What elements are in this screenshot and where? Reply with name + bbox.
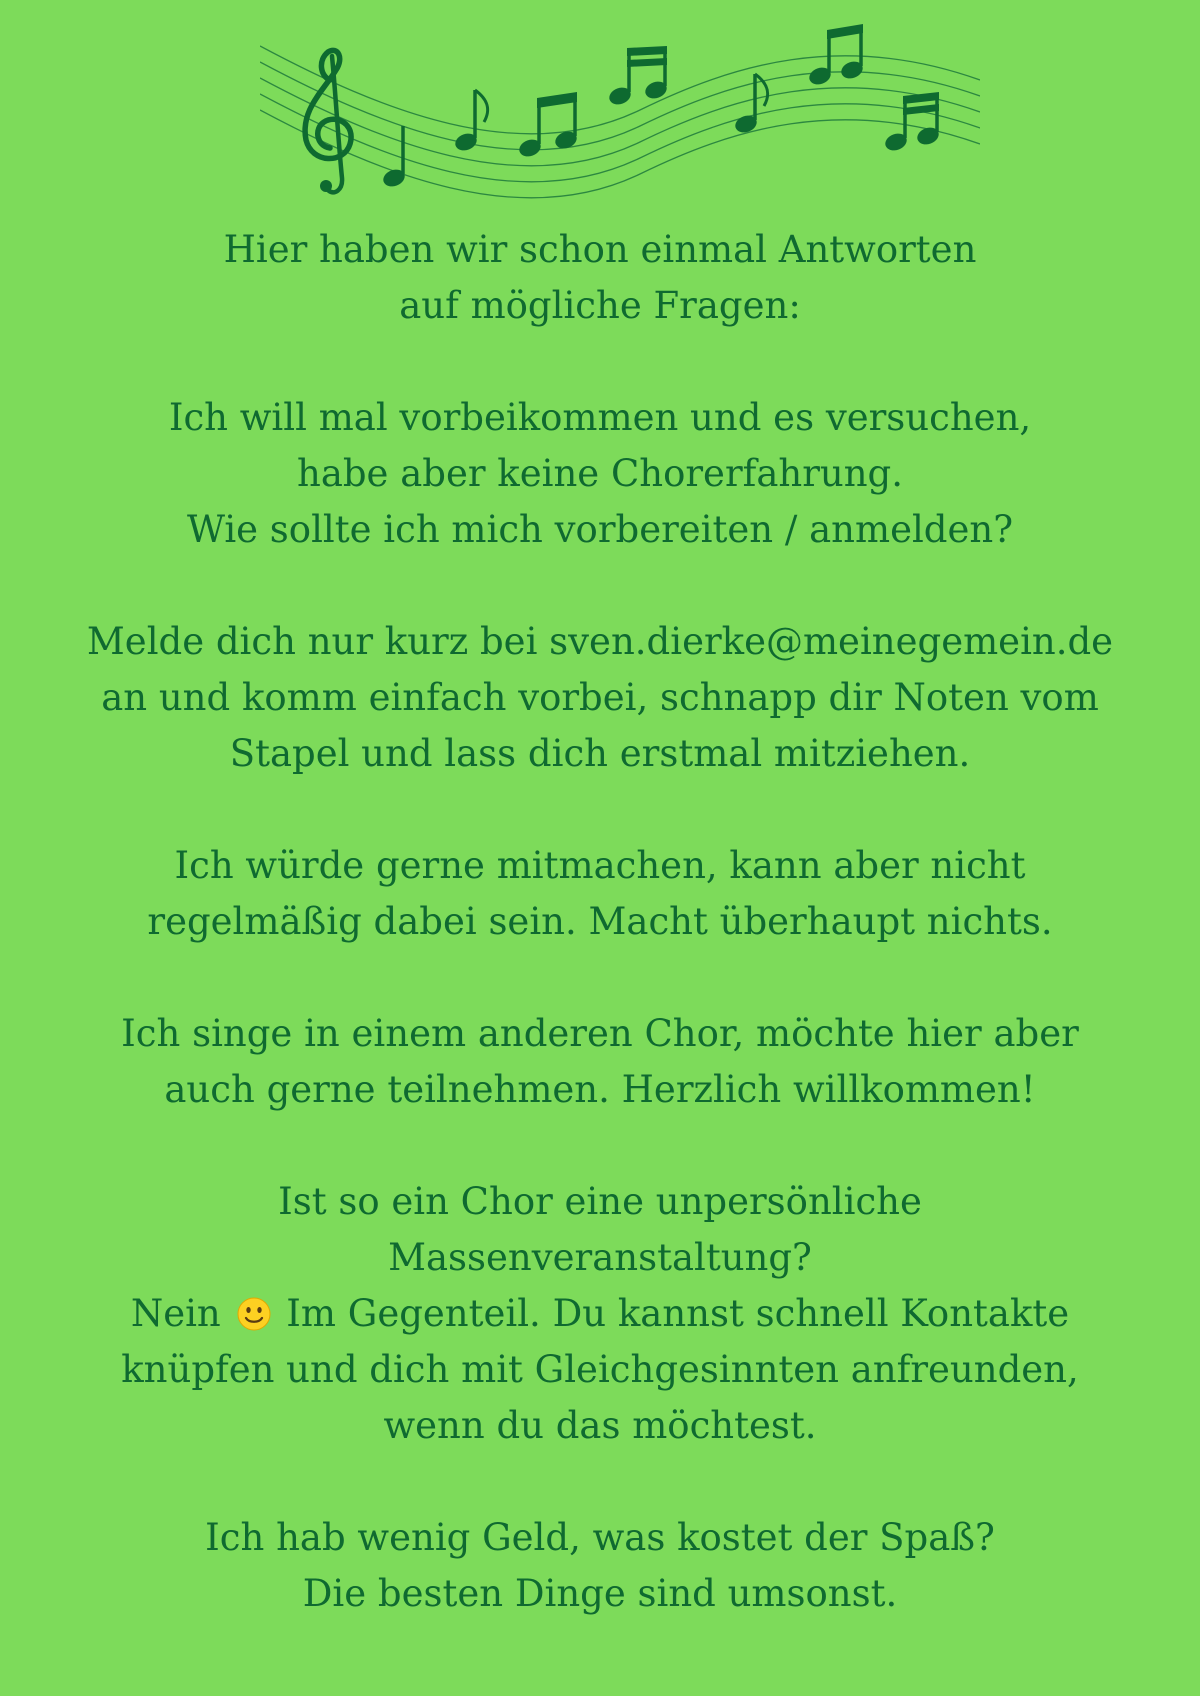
answer-no: Nein	[130, 1292, 221, 1335]
faq-line-with-emoji	[40, 1286, 1160, 1342]
faq-item-regularity	[40, 838, 1160, 950]
intro-line: auf mögliche Fragen:	[399, 284, 801, 327]
question-line: Wie sollte ich mich vorbereiten / anmelden?	[186, 508, 1014, 551]
faq-item-preparation-answer	[40, 614, 1160, 782]
intro-heading	[40, 222, 1160, 334]
faq-item-cost	[40, 1510, 1160, 1622]
answer-line: an und komm einfach vorbei, schnapp dir Noten vom	[101, 676, 1099, 719]
intro-line: Hier haben wir schon einmal Antworten	[223, 228, 977, 271]
faq-line: wenn du das möchtest.	[383, 1404, 817, 1447]
faq-line: Ich hab wenig Geld, was kostet der Spaß?	[205, 1516, 995, 1559]
faq-line: auch gerne teilnehmen. Herzlich willkommen!	[164, 1068, 1036, 1111]
answer-continuation: Im Gegenteil. Du kannst schnell Kontakte	[286, 1292, 1070, 1335]
question-line: habe aber keine Chorerfahrung.	[296, 452, 904, 495]
faq-item-other-choir	[40, 1006, 1160, 1118]
faq-item-preparation-question	[40, 390, 1160, 558]
answer-line: Stapel und lass dich erstmal mitziehen.	[229, 732, 971, 775]
music-notes-staff-icon	[260, 18, 980, 203]
faq-line: regelmäßig dabei sein. Macht überhaupt nichts.	[147, 900, 1053, 943]
faq-line: Die besten Dinge sind umsonst.	[302, 1572, 898, 1615]
question-line: Ich will mal vorbeikommen und es versuchen,	[168, 396, 1032, 439]
faq-line: Ist so ein Chor eine unpersönliche	[278, 1180, 922, 1223]
answer-line: Melde dich nur kurz bei sven.dierke@meinegemein.de	[86, 620, 1114, 663]
faq-line: Ich würde gerne mitmachen, kann aber nicht	[174, 844, 1026, 887]
faq-line: Ich singe in einem anderen Chor, möchte hier aber	[121, 1012, 1079, 1055]
faq-content	[40, 222, 1160, 1678]
slightly-smiling-face-icon	[237, 1297, 271, 1331]
faq-line: knüpfen und dich mit Gleichgesinnten anfreunden,	[121, 1348, 1079, 1391]
faq-line: Massenveranstaltung?	[388, 1236, 812, 1279]
faq-item-impersonal	[40, 1174, 1160, 1454]
